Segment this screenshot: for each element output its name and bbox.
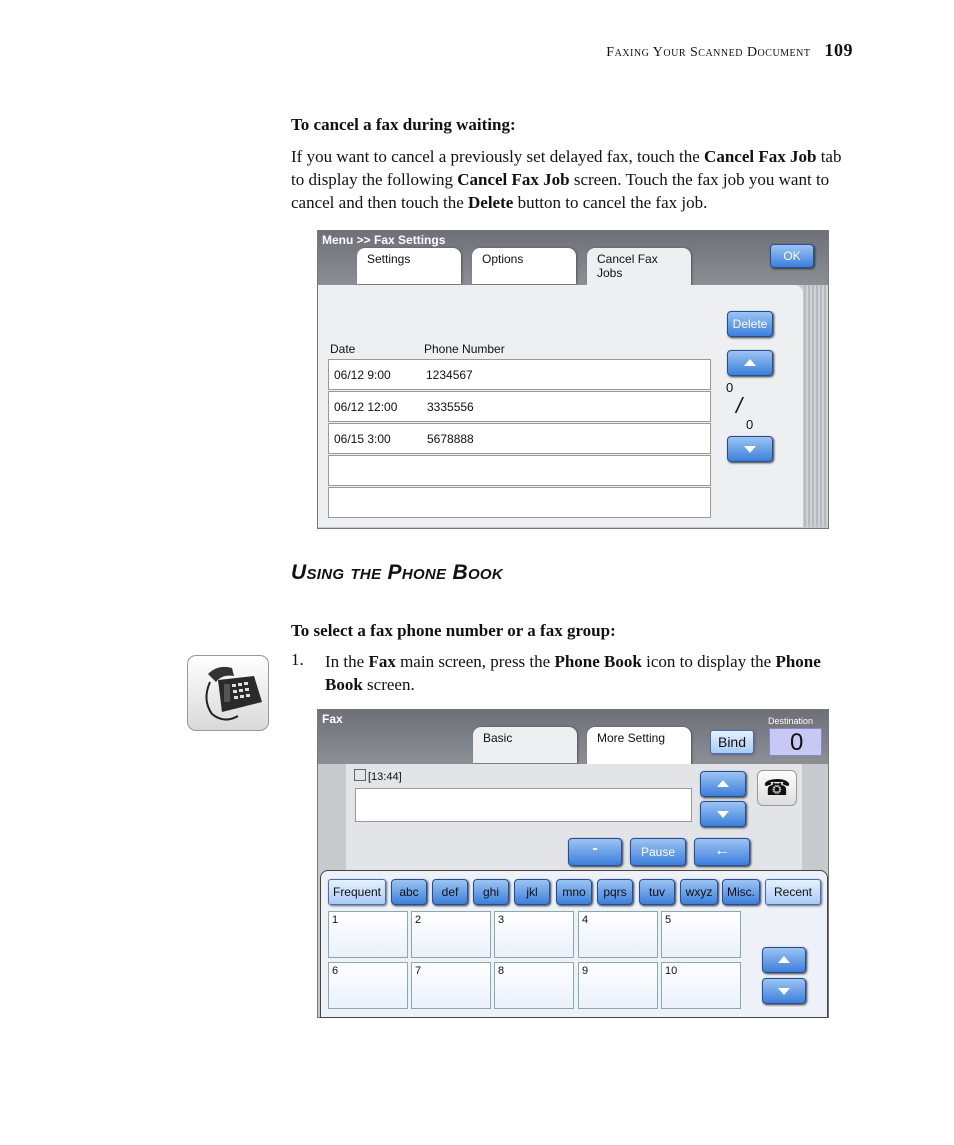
cell-number: 7 (415, 965, 422, 977)
tab-label: ghi (482, 885, 499, 899)
button-label: OK (783, 249, 801, 263)
bold-run: Fax (368, 652, 396, 671)
input-panel (346, 764, 802, 870)
job-row[interactable] (328, 423, 711, 454)
cancel-fax-jobs-screen (317, 230, 829, 529)
text-run: button to cancel the fax job. (513, 193, 708, 212)
tab-label: wxyz (685, 885, 713, 899)
job-list-panel (318, 285, 803, 527)
speed-dial-cell[interactable] (328, 962, 408, 1009)
job-phone: 3335556 (427, 400, 474, 414)
tab-basic[interactable] (473, 727, 577, 763)
speed-dial-cell[interactable] (578, 962, 658, 1009)
button-label: Bind (717, 734, 747, 750)
tab-label: mno (562, 885, 586, 899)
tab-label: def (441, 885, 459, 899)
time-stamp: [13:44] (368, 771, 402, 783)
telephone-icon (188, 656, 268, 730)
job-row[interactable] (328, 455, 711, 486)
tab-label: Recent (773, 885, 813, 899)
text-run: main screen, press the (395, 652, 555, 671)
cell-number: 4 (582, 914, 589, 926)
cell-number: 8 (498, 965, 505, 977)
arrow-up-icon (717, 780, 729, 787)
bind-button[interactable] (710, 730, 754, 754)
running-header (606, 40, 853, 61)
job-row[interactable] (328, 359, 711, 390)
speed-dial-cell[interactable] (328, 911, 408, 958)
job-row[interactable] (328, 391, 711, 422)
tab-label: Misc. (727, 885, 755, 899)
index-tab-ghi[interactable] (473, 879, 509, 905)
job-phone: 5678888 (427, 432, 474, 446)
index-tab-jkl[interactable] (514, 879, 550, 905)
section-title: Faxing Your Scanned Document (606, 45, 811, 60)
speed-dial-cell[interactable] (411, 911, 491, 958)
scroll-up-button[interactable] (700, 771, 746, 797)
text-run: tab to display the following (291, 147, 842, 189)
phone-book-button[interactable] (757, 770, 797, 806)
delete-button[interactable] (727, 311, 773, 337)
breadcrumb: Menu >> Fax Settings (322, 233, 446, 247)
job-date: 06/15 3:00 (334, 432, 391, 446)
step-1-text (325, 650, 845, 696)
button-label: - (592, 840, 598, 857)
bold-run: Delete (468, 193, 514, 212)
bold-run: Phone Book (554, 652, 642, 671)
tab-label: Settings (367, 252, 411, 266)
index-tab-pqrs[interactable] (597, 879, 633, 905)
arrow-up-icon (744, 359, 756, 366)
index-tab-frequent[interactable] (328, 879, 386, 905)
page-up-button[interactable] (762, 947, 806, 973)
job-date: 06/12 9:00 (334, 368, 391, 382)
phone-book-icon (187, 655, 269, 731)
arrow-down-icon (744, 446, 756, 453)
destination-label: Destination (768, 716, 814, 726)
phone-book-panel (320, 870, 828, 1018)
text-run: icon to display the (641, 652, 776, 671)
speed-dial-cell[interactable] (661, 911, 741, 958)
speed-dial-cell[interactable] (494, 911, 574, 958)
destination-count: 0 (769, 728, 822, 756)
arrow-down-icon (778, 988, 790, 995)
bold-run: Phone Book (325, 652, 821, 694)
speed-dial-cell[interactable] (661, 962, 741, 1009)
cell-number: 3 (498, 914, 505, 926)
screen-title: Fax (322, 712, 343, 726)
cell-number: 9 (582, 965, 589, 977)
index-tab-def[interactable] (432, 879, 468, 905)
text-run: screen. Touch the fax job you want to cancel and then touch the (291, 170, 830, 212)
cancel-paragraph (291, 145, 851, 214)
column-header-date: Date (330, 342, 356, 356)
cell-number: 6 (332, 965, 339, 977)
tab-label: Frequent (332, 885, 382, 899)
step-number: 1. (291, 650, 304, 669)
scroll-up-button[interactable] (727, 350, 773, 376)
page-down-button[interactable] (762, 978, 806, 1004)
button-label: Pause (640, 845, 676, 859)
bold-run: Cancel Fax Job (457, 170, 570, 189)
speed-dial-cell[interactable] (494, 962, 574, 1009)
cell-number: 5 (665, 914, 672, 926)
telephone-icon: ☎ (763, 775, 791, 800)
index-tab-recent[interactable] (765, 879, 821, 905)
index-tab-mno[interactable] (556, 879, 592, 905)
speed-dial-cell[interactable] (411, 962, 491, 1009)
arrow-up-icon (778, 956, 790, 963)
arrow-down-icon (717, 811, 729, 818)
dash-button[interactable] (568, 838, 622, 866)
back-arrow-icon: ← (714, 842, 730, 859)
fax-phone-book-screen (317, 709, 829, 1018)
job-date: 06/12 12:00 (334, 400, 398, 414)
tab-label: jkl (526, 885, 538, 899)
tab-cancel-fax-jobs[interactable] (587, 248, 691, 290)
tab-options[interactable] (472, 248, 576, 284)
phonebook-subheading: To select a fax phone number or a fax group: (291, 621, 616, 640)
text-run: screen. (362, 675, 415, 694)
text-run: If you want to cancel a previously set delayed fax, touch the (291, 147, 705, 166)
page-counter-current: 0 (726, 380, 734, 395)
cell-number: 10 (665, 965, 678, 977)
ok-button[interactable] (770, 244, 814, 268)
tab-settings[interactable] (357, 248, 461, 284)
screen-side-bar (804, 285, 828, 527)
index-tab-tuv[interactable] (639, 879, 675, 905)
scroll-down-button[interactable] (727, 436, 773, 462)
fax-number-input[interactable] (355, 788, 692, 822)
index-tab-wxyz[interactable] (680, 879, 718, 905)
job-phone: 1234567 (426, 368, 473, 382)
tab-label: abc (399, 885, 419, 899)
scroll-down-button[interactable] (700, 801, 746, 827)
tab-label: More Setting (597, 731, 666, 745)
job-row[interactable] (328, 487, 711, 518)
index-tab-abc[interactable] (391, 879, 427, 905)
cancel-heading: To cancel a fax during waiting: (291, 115, 516, 134)
page-counter-separator: / (736, 393, 743, 418)
text-run: In the (325, 652, 369, 671)
cell-number: 2 (415, 914, 422, 926)
pause-button[interactable] (630, 838, 686, 866)
tab-more-setting[interactable] (587, 727, 691, 769)
bold-run: Cancel Fax Job (704, 147, 817, 166)
index-tab-misc[interactable] (722, 879, 760, 905)
speed-dial-cell[interactable] (578, 911, 658, 958)
tab-label: tuv (648, 885, 665, 899)
page-counter-total: 0 (746, 417, 754, 432)
backspace-button[interactable] (694, 838, 750, 866)
section-heading: Using the Phone Book (291, 561, 504, 584)
button-label: Delete (732, 317, 768, 331)
column-header-phone: Phone Number (424, 342, 505, 356)
cell-number: 1 (332, 914, 339, 926)
tab-label: Options (482, 252, 524, 266)
tab-label: Cancel Fax Jobs (597, 252, 658, 280)
tab-label: pqrs (603, 885, 627, 899)
document-icon (354, 769, 366, 781)
input-header (354, 769, 402, 783)
page-number: 109 (824, 40, 853, 60)
tab-label: Basic (483, 731, 513, 745)
